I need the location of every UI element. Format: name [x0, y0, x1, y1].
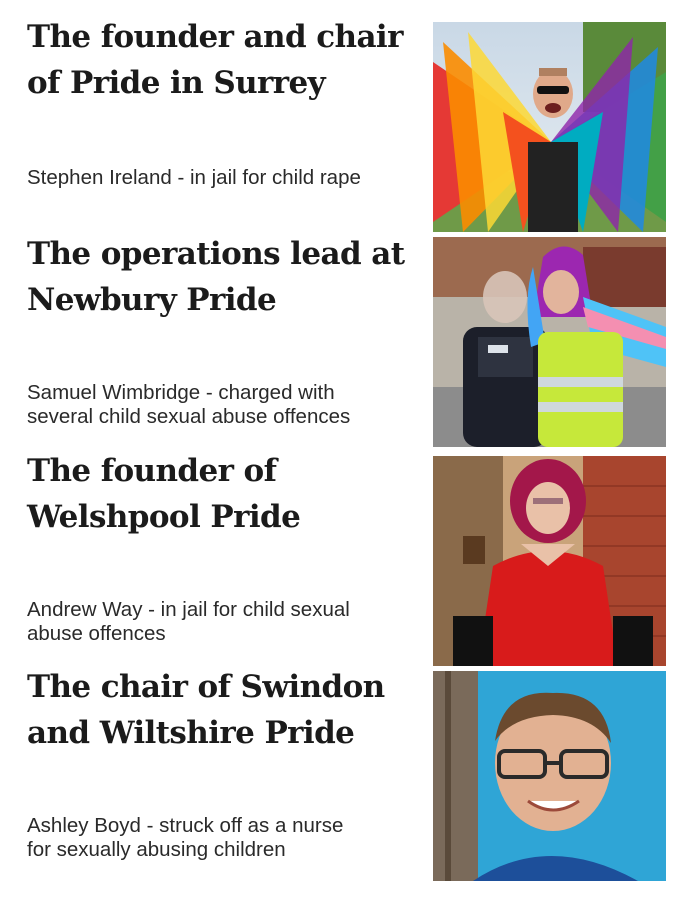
- entry-title: [27, 664, 422, 756]
- entry-title: [27, 448, 422, 540]
- caption-line: for sexually abusing children: [27, 838, 286, 861]
- title-line: The operations lead at: [27, 236, 405, 272]
- entry-caption: [27, 814, 422, 862]
- title-line: Welshpool Pride: [27, 499, 301, 535]
- caption-line: Ashley Boyd - struck off as a nurse: [27, 814, 344, 837]
- title-line: and Wiltshire Pride: [27, 715, 355, 751]
- photo-man-with-glasses: [433, 671, 666, 881]
- entry-title: [27, 231, 422, 323]
- photo-police-officer-and-rainbow-cape: [433, 237, 666, 447]
- title-line: The founder and chair: [27, 19, 403, 55]
- entry-caption: [27, 381, 422, 429]
- entry-title: [27, 14, 422, 106]
- caption-line: Andrew Way - in jail for child sexual: [27, 598, 350, 621]
- title-line: of Pride in Surrey: [27, 65, 326, 101]
- caption-line: abuse offences: [27, 622, 166, 645]
- photo-rainbow-feather-costume: [433, 22, 666, 232]
- title-line: Newbury Pride: [27, 282, 277, 318]
- caption-line: Samuel Wimbridge - charged with: [27, 381, 335, 404]
- photo-red-dress: [433, 456, 666, 666]
- title-line: The founder of: [27, 453, 277, 489]
- title-line: The chair of Swindon: [27, 669, 385, 705]
- caption-line: Stephen Ireland - in jail for child rape: [27, 166, 361, 189]
- entry-caption: [27, 598, 422, 646]
- entry-caption: [27, 166, 422, 190]
- caption-line: several child sexual abuse offences: [27, 405, 351, 428]
